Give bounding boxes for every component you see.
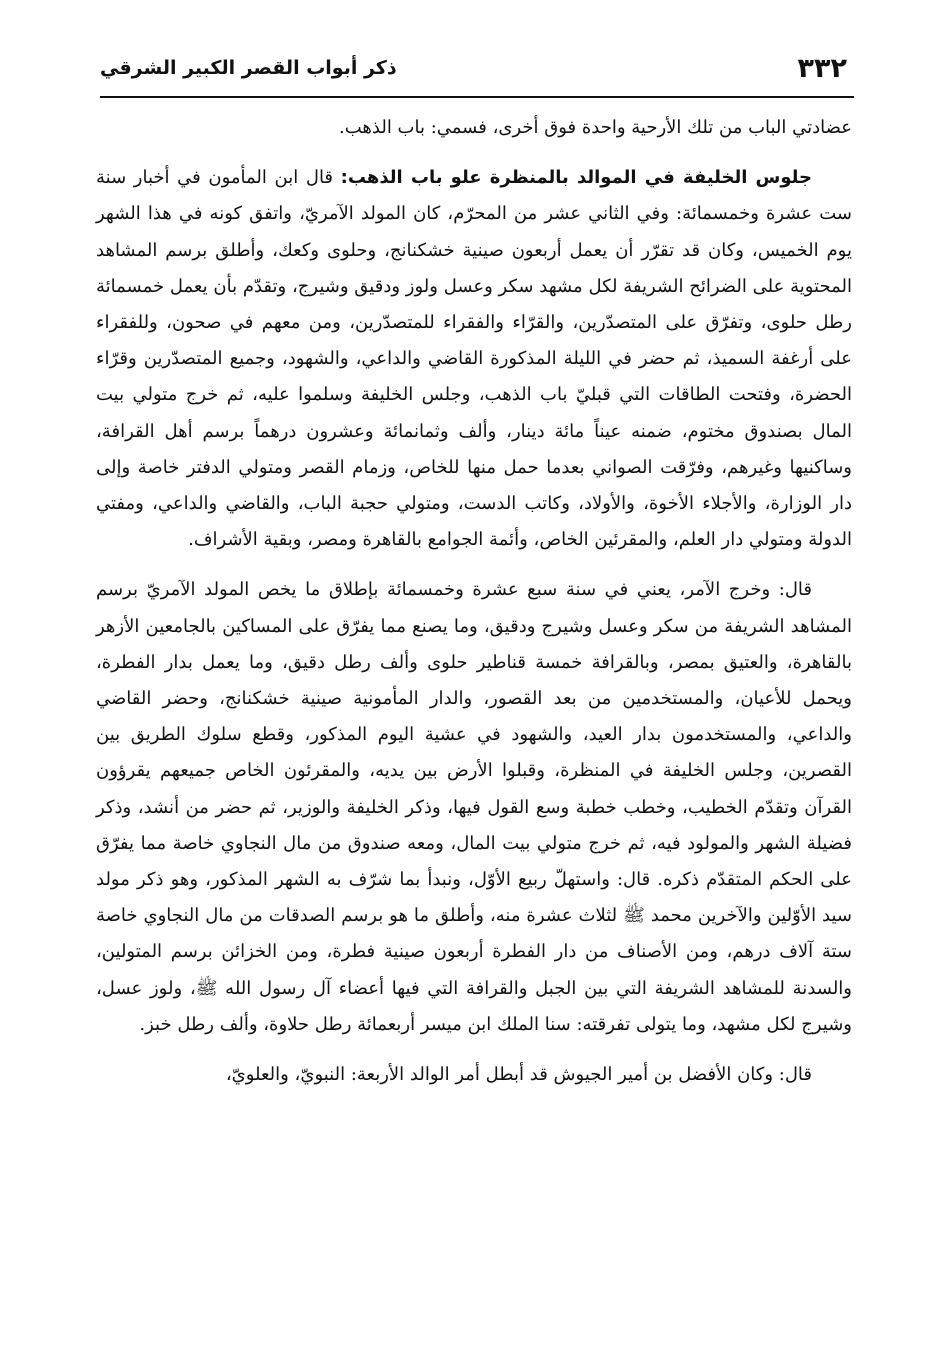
running-header [100,46,847,90]
paragraph-afdal [96,1057,852,1093]
paragraph-text: قال: وخرج الآمر، يعني في سنة سبع عشرة وخمسمائة بإطلاق ما يخص المولد الآمريّ برسم المشاهد الشريفة من سكر وعسل وشيرج ودقيق، وما يصنع مما يفرّق على المساكين بالجامعين الأزهر بالقاهرة، والعتيق بمصر، وبالقرافة خمسة قناطير حلوى وألف رطل دقيق، وما يعمل بدار الفطرة، ويحمل للأعيان، والمستخدمين من بعد القصور، والدار المأمونية صينية خشكنانج، وحضر القاضي والداعي، والمستخدمون بدار العيد، والشهود في عشية اليوم المذكور، وقطع سلوك الطريق بين القصرين، وجلس الخليفة في المنظرة، وقبلوا الأرض بين يديه، والمقرئون الخاص جميعهم يقرؤون القرآن وتقدّم الخطيب، وخطب خطبة وسع القول فيها، وذكر الخليفة والوزير، ثم حضر من أنشد، وذكر فضيلة الشهر والمولود فيه، ثم خرج متولي بيت المال، ومعه صندوق من مال النجاوي خاصة مما يفرّق على الحكم المتقدّم ذكره. قال: واستهلّ ربيع الأوّل، ونبدأ بما شرّف به الشهر المذكور، وهو ذكر مولد سيد الأوّلين والآخرين محمد ﷺ لثلاث عشرة منه، وأطلق ما هو برسم الصدقات من مال النجاوي خاصة ستة آلاف درهم، ومن الأصناف من دار الفطرة أربعون صينية فطرة، ومن الخزائن برسم المتولين، والسدنة للمشاهد الشريفة التي بين الجبل والقرافة التي فيها أعضاء آل رسول الله ﷺ، ولوز عسل، وشيرج لكل مشهد، وما يتولى تفرقته: سنا الملك ابن ميسر أربعمائة رطل حلاوة، وألف رطل خبز. [96,579,852,1035]
paragraph-text: عضادتي الباب من تلك الأرحية واحدة فوق أخرى، فسمي: باب الذهب. [339,117,852,138]
running-title: ذكر أبواب القصر الكبير الشرقي [100,57,397,79]
paragraph-text: قال: وكان الأفضل بن أمير الجيوش قد أبطل أمر الوالد الأربعة: النبويّ، والعلويّ، [225,1064,812,1086]
header-rule [100,96,854,98]
paragraph-caliph-sitting [96,160,852,558]
paragraph-continuation [96,110,852,146]
page-number: ٣٣٢ [797,52,847,84]
section-heading: جلوس الخليفة في الموالد بالمنظرة علو باب الذهب: [340,167,812,189]
paragraph-amir-mawlid [96,572,852,1043]
paragraph-text: قال ابن المأمون في أخبار سنة ست عشرة وخمسمائة: وفي الثاني عشر من المحرّم، كان المولد الآمريّ، واتفق كونه في هذا الشهر يوم الخميس، وكان قد تقرّر أن يعمل أربعون صينية خشكنانج، وحلوى وكعك، وأطلق برسم المشاهد المحتوية على الضرائح الشريفة لكل مشهد سكر وعسل ولوز ودقيق وشيرج، وتقدّم بأن يعمل خمسمائة رطل حلوى، وتفرّق على المتصدّرين، والقرّاء والفقراء للمتصدّرين، ومن معهم في صحون، وللفقراء على أرغفة السميذ، ثم حضر في الليلة المذكورة القاضي والداعي، والشهود، وجميع المتصدّرين وقرّاء الحضرة، وفتحت الطاقات التي قبليّ باب الذهب، وجلس الخليفة وسلموا عليه، ثم خرج متولي بيت المال بصندوق مختوم، ضمنه عيناً مائة دينار، وألف وثمانمائة وعشرون درهماً برسم أهل القرافة، وساكنيها وغيرهم، وفرّقت الصواني بعدما حمل منها للخاص، وزمام القصر ومتولي الدفتر خاصة وإلى دار الوزارة، والأجلاء الأخوة، والأولاد، وكاتب الدست، ومتولي حجبة الباب، والقاضي والداعي، ومفتي الدولة ومتولي دار العلم، والمقرئين الخاص، وأئمة الجوامع بالقاهرة ومصر، وبقية الأشراف. [96,167,852,551]
body-text [96,110,852,1093]
